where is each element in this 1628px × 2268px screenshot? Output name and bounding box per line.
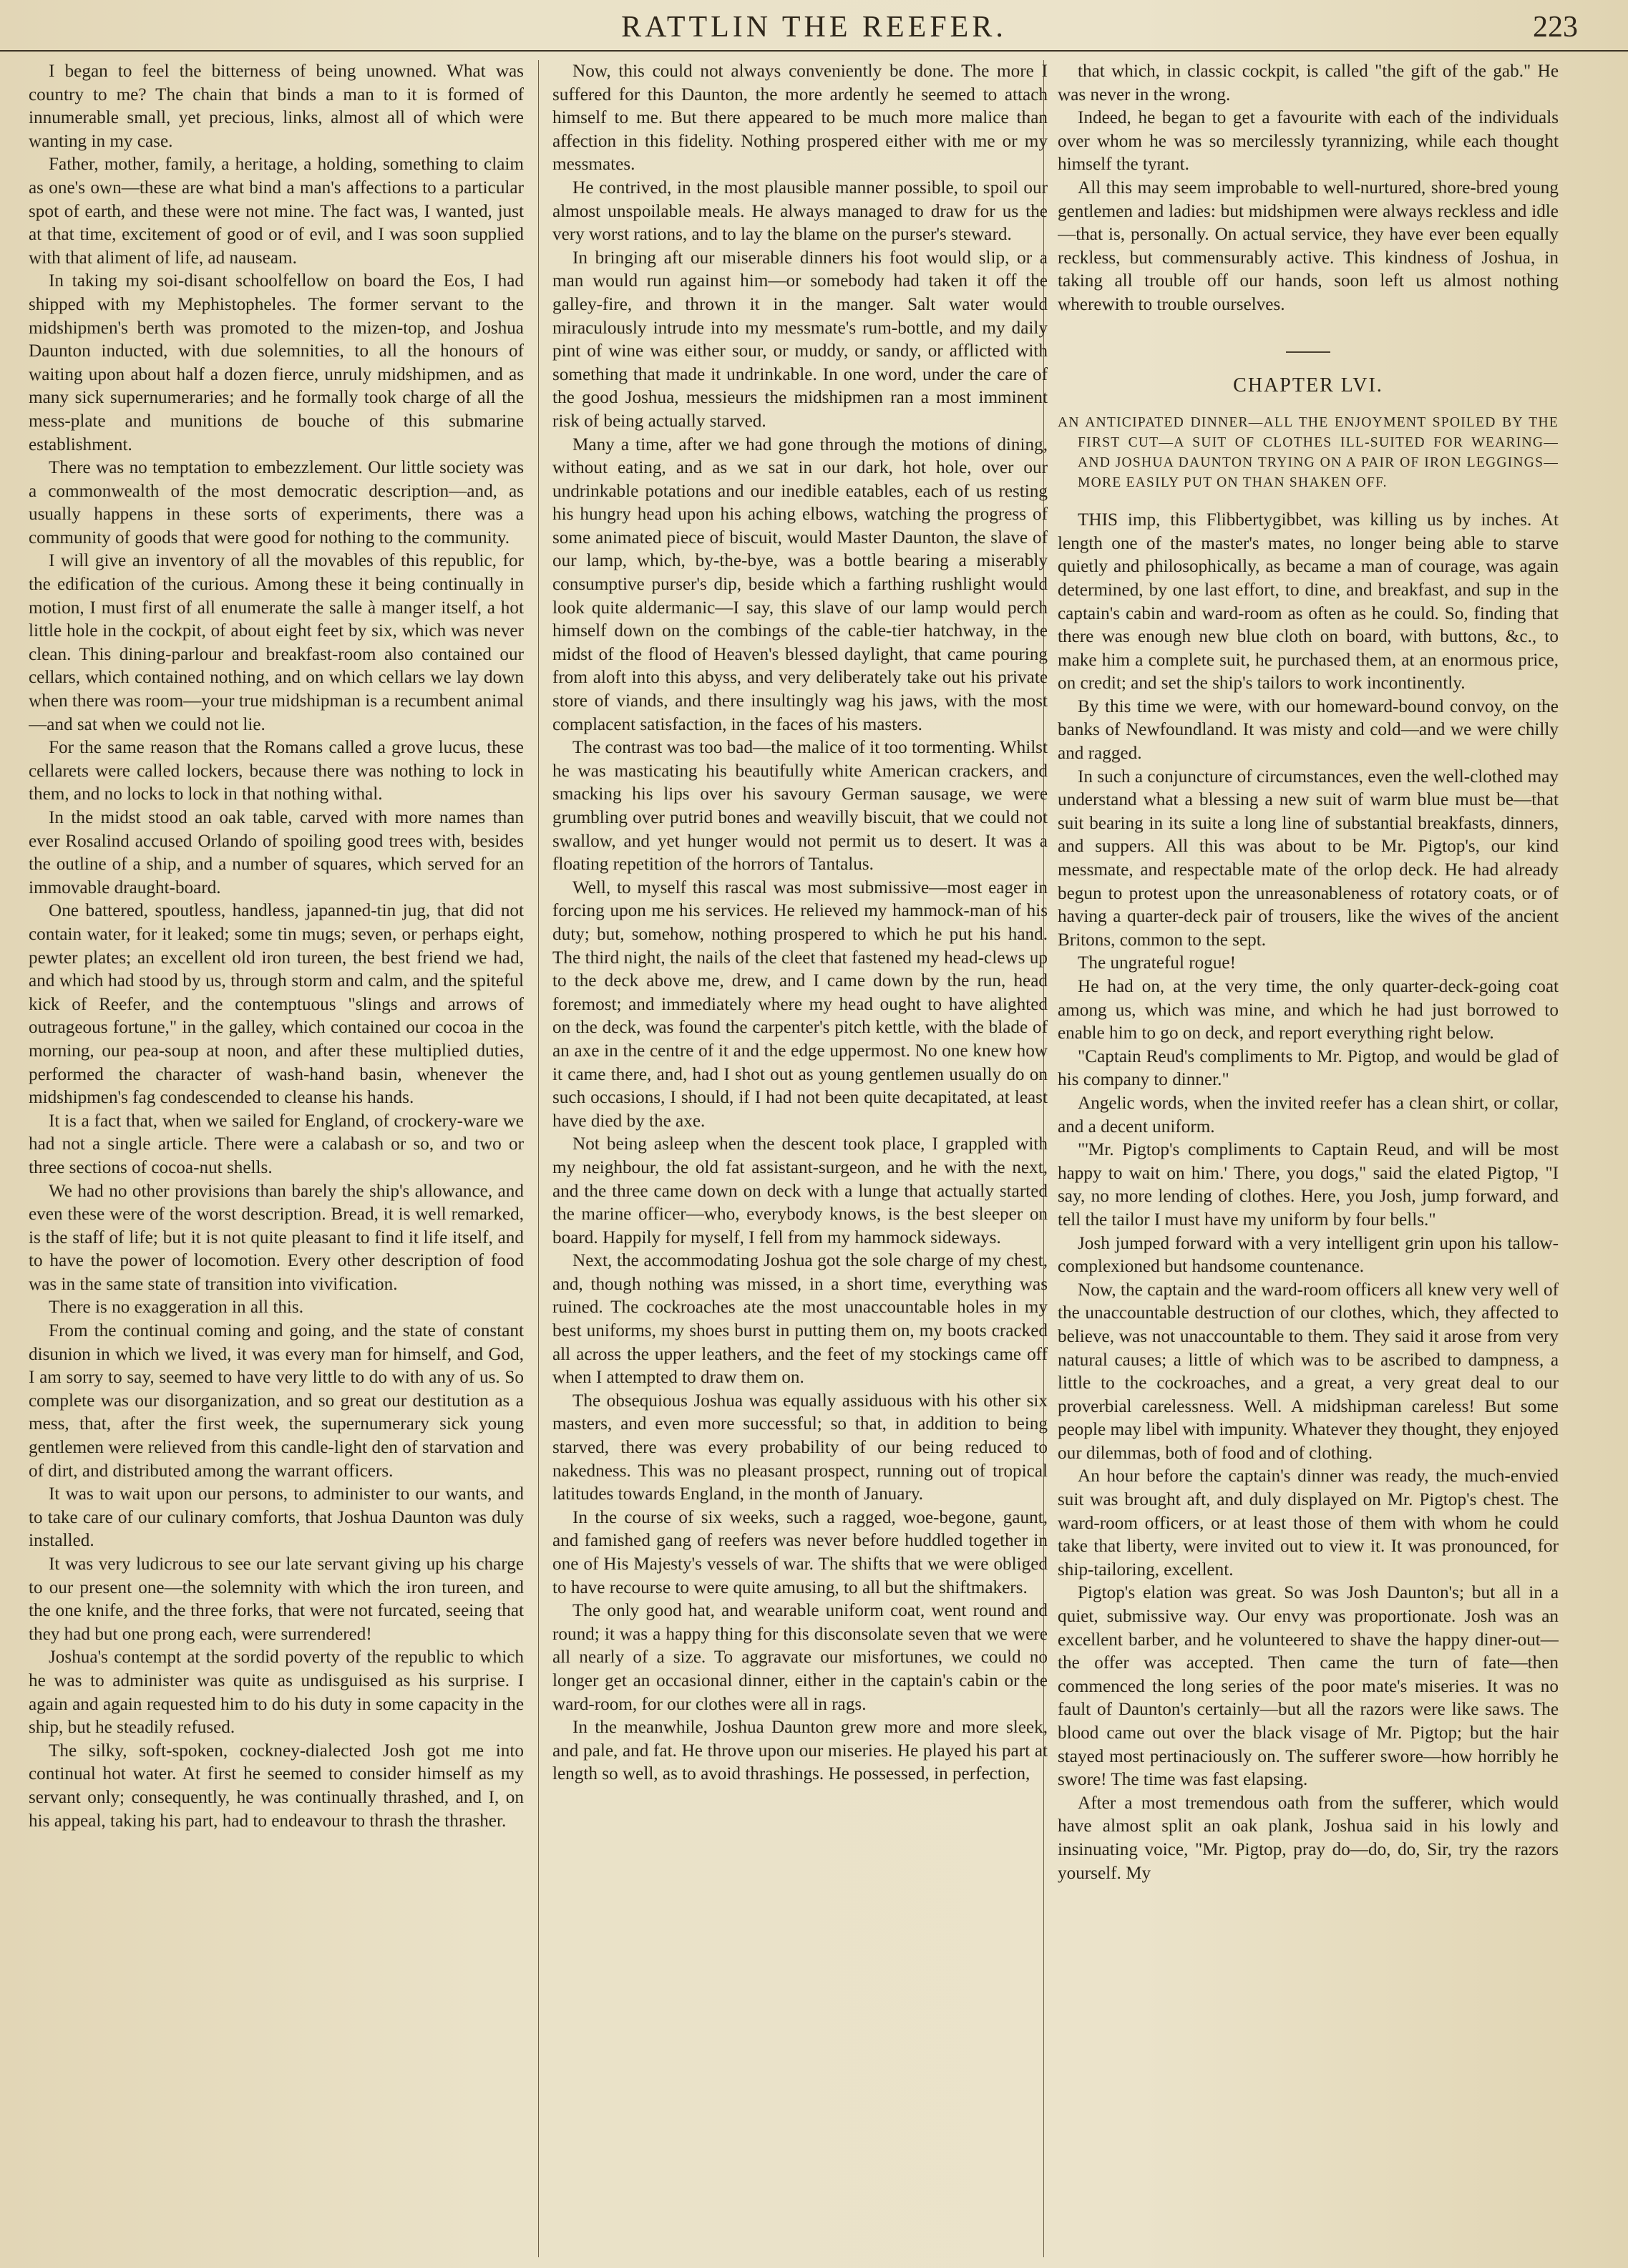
- paragraph: In the meanwhile, Joshua Daunton grew more and more sleek, and pale, and fat. He throve upon our miseries. He played his part at length so well, as to avoid thrashings. He possessed, in perfection,: [552, 1718, 1048, 1784]
- paragraph: Now, the captain and the ward-room officers all knew very well of the unaccountable destruction of our clothes, which, they affected to believe, was not unaccountable to them. They said it arose from very natural causes; a little of which was to be ascribed to dampness, a little to the cockroaches, and a great, a very great deal to our proverbial carelessness. Well. A midshipman careless! But some people may libel with impunity. Whatever they thought, they enjoyed our dilemmas, both of food and of clothing.: [1058, 1280, 1559, 1463]
- page-header: [0, 0, 1628, 52]
- paragraph: I will give an inventory of all the movables of this republic, for the edification of the curious. Among these it being continually in motion, I must first of all enumerate the salle à manger itself, a hot little hole in the cockpit, of about eight feet by six, which was never clean. This dining-parlour and breakfast-room also contained our cellars, which contained nothing, and on which cellars we lay down when there was room—your true midshipman is a recumbent animal—and sat when we could not lie.: [29, 551, 524, 734]
- paragraph: In the course of six weeks, such a ragged, woe-begone, gaunt, and famished gang of reefers was never before huddled together in one of His Majesty's vessels of war. The shifts that we were obliged to have recourse to were quite amusing, to all but the shiftmakers.: [552, 1507, 1048, 1597]
- paragraph: He contrived, in the most plausible manner possible, to spoil our almost unspoilable meals. He always managed to draw for us the very worst rations, and to lay the blame on the purser's steward.: [552, 177, 1048, 245]
- chapter-summary: AN ANTICIPATED DINNER—ALL THE ENJOYMENT SPOILED BY THE FIRST CUT—A SUIT OF CLOTHES ILL-SUITED FOR WEARING—AND JOSHUA DAUNTON TRYING ON A PAIR OF IRON LEGGINGS—MORE EASILY PUT ON THAN SHAKEN OFF.: [1058, 415, 1559, 491]
- paragraph: THIS imp, this Flibbertygibbet, was killing us by inches. At length one of the master's mates, no longer being able to starve quietly and philosophically, as became a man of courage, was again determined, by one last effort, to dine, and breakfast, and sup in the captain's cabin and ward-room as often as he could. So, finding that there was enough new blue cloth on board, with buttons, &c., to make him a complete suit, he purchased them, at an enormous price, on credit; and set the ship's tailors to work incontinently.: [1058, 510, 1559, 693]
- paragraph: The silky, soft-spoken, cockney-dialected Josh got me into continual hot water. At first he seemed to consider himself as my servant only; consequently, he was continually thrashed, and I, on his appeal, taking his part, had to endeavour to thrash the thrasher.: [29, 1741, 524, 1831]
- text-column-2: [552, 60, 1048, 2257]
- paragraph: "'Mr. Pigtop's compliments to Captain Reud, and will be most happy to wait on him.' There, you dogs," said the elated Pigtop, "I say, no more lending of clothes. Here, you Josh, jump forward, and tell the tailor I must have my uniform by four bells.": [1058, 1140, 1559, 1230]
- paragraph: There is no exaggeration in all this.: [49, 1298, 304, 1318]
- paragraph: Pigtop's elation was great. So was Josh Daunton's; but all in a quiet, submissive way. Our envy was proportionate. Josh was an excellent barber, and he volunteered to shave the happy diner-out—the offer was accepted. Then came the turn of fate—then commenced the long series of the poor mate's miseries. It was no fault of Daunton's certainly—but all the razors were like saws. The blood came out over the black visage of Mr. Pigtop; but the hair stayed most pertinaciously on. The sufferer swore—how horribly he swore! The time was fast elapsing.: [1058, 1583, 1559, 1790]
- paragraph: He had on, at the very time, the only quarter-deck-going coat among us, which was mine, and which he had just borrowed to enable him to go on deck, and report everything right below.: [1058, 977, 1559, 1043]
- running-title: RATTLIN THE REEFER.: [621, 11, 1007, 44]
- paragraph: Josh jumped forward with a very intelligent grin upon his tallow-complexioned but handsome countenance.: [1058, 1233, 1559, 1277]
- paragraph: We had no other provisions than barely the ship's allowance, and even these were of the worst description. Bread, it is well remarked, is the staff of life; but it is not quite pleasant to find it life itself, and to have the power of locomotion. Every other description of food was in the same state of transition into vivification.: [29, 1181, 524, 1294]
- paragraph: The obsequious Joshua was equally assiduous with his other six masters, and even more successful; so that, in addition to being starved, there was every probability of our being reduced to nakedness. This was no pleasant prospect, running out of tropical latitudes towards England, in the month of January.: [552, 1391, 1048, 1504]
- paragraph: One battered, spoutless, handless, japanned-tin jug, that did not contain water, for it leaked; some tin mugs; seven, or perhaps eight, pewter plates; an excellent old iron tureen, the best friend we had, and which had stood by us, through storm and calm, and the spiteful kick of Reefer, and the contemptuous "slings and arrows of outrageous fortune," in the galley, which contained our cocoa in the morning, our pea-soup at noon, and after these multiplied duties, performed the character of wash-hand basin, whenever the midshipmen's fag condescended to cleanse his hands.: [29, 901, 524, 1108]
- paragraph: There was no temptation to embezzlement. Our little society was a commonwealth of the most democratic description—and, as usually happens in these sorts of experiments, there was a community of goods that were good for nothing to the community.: [29, 458, 524, 547]
- paragraph: The contrast was too bad—the malice of it too tormenting. Whilst he was masticating his beautifully white American crackers, and smacking his lips over his savoury German sausage, we were grumbling over putrid bones and weavilly biscuit, that we could not swallow, and yet hunger would not permit us to desert. It was a floating repetition of the horrors of Tantalus.: [552, 738, 1048, 875]
- paragraph: The only good hat, and wearable uniform coat, went round and round; it was a happy thing for this disconsolate seven that we were all nearly of a size. To aggravate our misfortunes, we could no longer get an occasional dinner, either in the captain's cabin or the ward-room, for our clothes were all in rags.: [552, 1601, 1048, 1714]
- paragraph: After a most tremendous oath from the sufferer, which would have almost split an oak plank, Joshua said in his lowly and insinuating voice, "Mr. Pigtop, pray do—do, do, Sir, try the razors yourself. My: [1058, 1793, 1559, 1883]
- paragraph: The ungrateful rogue!: [1078, 953, 1236, 973]
- paragraph: Joshua's contempt at the sordid poverty of the republic to which he was to administer was quite as undisguised as his surprise. I again and again requested him to do his duty in some capacity in the ship, but he steadily refused.: [29, 1648, 524, 1738]
- page-number: 223: [1533, 11, 1578, 44]
- text-column-3: [1058, 60, 1559, 2257]
- paragraph: that which, in classic cockpit, is called "the gift of the gab." He was never in the wrong.: [1058, 62, 1559, 104]
- paragraph: I began to feel the bitterness of being unowned. What was country to me? The chain that binds a man to it is formed of innumerable small, yet precious, links, almost all of which were wanting in my case.: [29, 62, 524, 151]
- paragraph: Angelic words, when the invited reefer has a clean shirt, or collar, and a decent uniform.: [1058, 1093, 1559, 1137]
- paragraph: In the midst stood an oak table, carved with more names than ever Rosalind accused Orlando of spoiling good trees with, besides the outline of a ship, and a number of squares, which served for an immovable draught-board.: [29, 808, 524, 897]
- paragraph: By this time we were, with our homeward-bound convoy, on the banks of Newfoundland. It was misty and cold—and we were chilly and ragged.: [1058, 696, 1559, 764]
- paragraph: All this may seem improbable to well-nurtured, shore-bred young gentlemen and ladies: but midshipmen were always reckless and idle—that is, personally. On actual service, they have ever been equally reckless, but commensurably active. This kindness of Joshua, in taking all trouble off our hands, soon left us almost nothing wherewith to trouble ourselves.: [1058, 177, 1559, 314]
- paragraph: "Captain Reud's compliments to Mr. Pigtop, and would be glad of his company to dinner.": [1058, 1046, 1559, 1090]
- paragraph: For the same reason that the Romans called a grove lucus, these cellarets were called lockers, because there was nothing to lock in them, and no locks to lock in that nothing withal.: [29, 738, 524, 804]
- paragraph: In such a conjuncture of circumstances, even the well-clothed may understand what a blessing a new suit of warm blue must be—that suit bearing in its suite a long line of substantial breakfasts, dinners, and suppers. All this was about to be Mr. Pigtop's, our kind messmate, and respectable mate of the orlop deck. He had already begun to protest upon the unreasonableness of rotatory coats, or of having a quarter-deck pair of trousers, like the wives of the ancient Britons, common to the sept.: [1058, 766, 1559, 950]
- paragraph: Well, to myself this rascal was most submissive—most eager in forcing upon me his services. He relieved my hammock-man of his duty; but, somehow, nothing prospered to which he put his hand. The third night, the nails of the cleet that fastened my head-clews up to the deck above me, drew, and I came down by the run, head foremost; and immediately where my head ought to have alighted on the deck, was found the carpenter's pitch kettle, with the blade of an axe in the centre of it and the edge uppermost. No one knew how it came there, and, had I shot out as young gentlemen usually do on such occasions, I should, if I had not been quite decapitated, at least have died by the axe.: [552, 877, 1048, 1131]
- paragraph: Now, this could not always conveniently be done. The more I suffered for this Daunton, the more ardently he seemed to attach himself to me. But there appeared to be much more malice than affection in this fidelity. Nothing prospered either with me or my messmates.: [552, 62, 1048, 175]
- paragraph: In taking my soi-disant schoolfellow on board the Eos, I had shipped with my Mephistopheles. The former servant to the midshipmen's berth was promoted to the mizen-top, and Joshua Daunton inducted, with due solemnities, to all the honours of waiting upon about half a dozen fierce, unruly midshipmen, and as many sick supernumeraries; and he formally took charge of all the mess-plate and munitions de bouche of this submarine establishment.: [29, 271, 524, 454]
- column-rule: [538, 60, 539, 2257]
- paragraph: An hour before the captain's dinner was ready, the much-envied suit was brought aft, and duly displayed on Mr. Pigtop's chest. The ward-room officers, or at least those of them with whom he could take that liberty, were invited out to view it. It was pronounced, for ship-tailoring, excellent.: [1058, 1466, 1559, 1580]
- paragraph: It was to wait upon our persons, to administer to our wants, and to take care of our culinary comforts, that Joshua Daunton was duly installed.: [29, 1484, 524, 1551]
- chapter-heading: CHAPTER LVI.: [1233, 374, 1383, 396]
- paragraph: It was very ludicrous to see our late servant giving up his charge to our present one—the solemnity with which the iron tureen, and the one knife, and the three forks, that were not furcated, seeing that they had but one prong each, were surrendered!: [29, 1554, 524, 1644]
- paragraph: It is a fact that, when we sailed for England, of crockery-ware we had not a single article. There were a calabash or so, and two or three sections of cocoa-nut shells.: [29, 1111, 524, 1177]
- text-column-1: [29, 60, 524, 2257]
- section-divider: [1286, 351, 1330, 353]
- paragraph: From the continual coming and going, and the state of constant disunion in which we lived, it was every man for himself, and God, I am sorry to say, seemed to have very little to do with any of us. So complete was our disorganization, and so great our destitution as a mess, that, after the first week, the supernumerary sick young gentlemen were relieved from this candle-light den of starvation and of dirt, and distributed among the warrant officers.: [29, 1321, 524, 1481]
- paragraph: In bringing aft our miserable dinners his foot would slip, or a man would run against him—or somebody had taken it off the galley-fire, and thrown it in the manger. Salt water would miraculously intrude into my messmate's rum-bottle, and my daily pint of wine was either sour, or muddy, or sandy, or afflicted with something that made it undrinkable. In one word, under the care of the good Joshua, messieurs the midshipmen ran a most imminent risk of being actually starved.: [552, 248, 1048, 431]
- paragraph: Many a time, after we had gone through the motions of dining, without eating, and as we sat in our dark, hot hole, over our undrinkable potations and our inedible eatables, each of us resting his hungry head upon his aching elbows, watching the progress of some animated piece of biscuit, would Master Daunton, the slave of our lamp, which, by-the-bye, was a bottle bearing a miserably consumptive purser's dip, beside which a farthing rushlight would look quite aldermanic—I say, this slave of our lamp would perch himself down on the combings of the cable-tier hatchway, in the midst of the flood of Heaven's blessed daylight, that came pouring from aloft into this abyss, and very deliberately take out his private store of viands, and there insultingly wag his jaws, with the most complacent satisfaction, in the faces of his masters.: [552, 434, 1048, 734]
- paragraph: Indeed, he began to get a favourite with each of the individuals over whom he was so mercilessly tyrannizing, while each thought himself the tyrant.: [1058, 108, 1559, 175]
- paragraph: Father, mother, family, a heritage, a holding, something to claim as one's own—these are what bind a man's affections to a particular spot of earth, and these were not mine. The fact was, I wanted, just at that time, excitement of good or of evil, and I was soon supplied with that aliment of life, ad nauseam.: [29, 155, 524, 268]
- paragraph: Not being asleep when the descent took place, I grappled with my neighbour, the old fat assistant-surgeon, and he with the next, and the three came down on deck with a lunge that actually started the marine officer—who, everybody knows, is the best sleeper on board. Happily for myself, I fell from my hammock sideways.: [552, 1134, 1048, 1247]
- paragraph: Next, the accommodating Joshua got the sole charge of my chest, and, though nothing was missed, in a short time, everything was ruined. The cockroaches ate the most unaccountable holes in my best uniforms, my shoes burst in putting them on, my boots cracked all across the upper leathers, and the feet of my stockings came off when I attempted to draw them on.: [552, 1251, 1048, 1388]
